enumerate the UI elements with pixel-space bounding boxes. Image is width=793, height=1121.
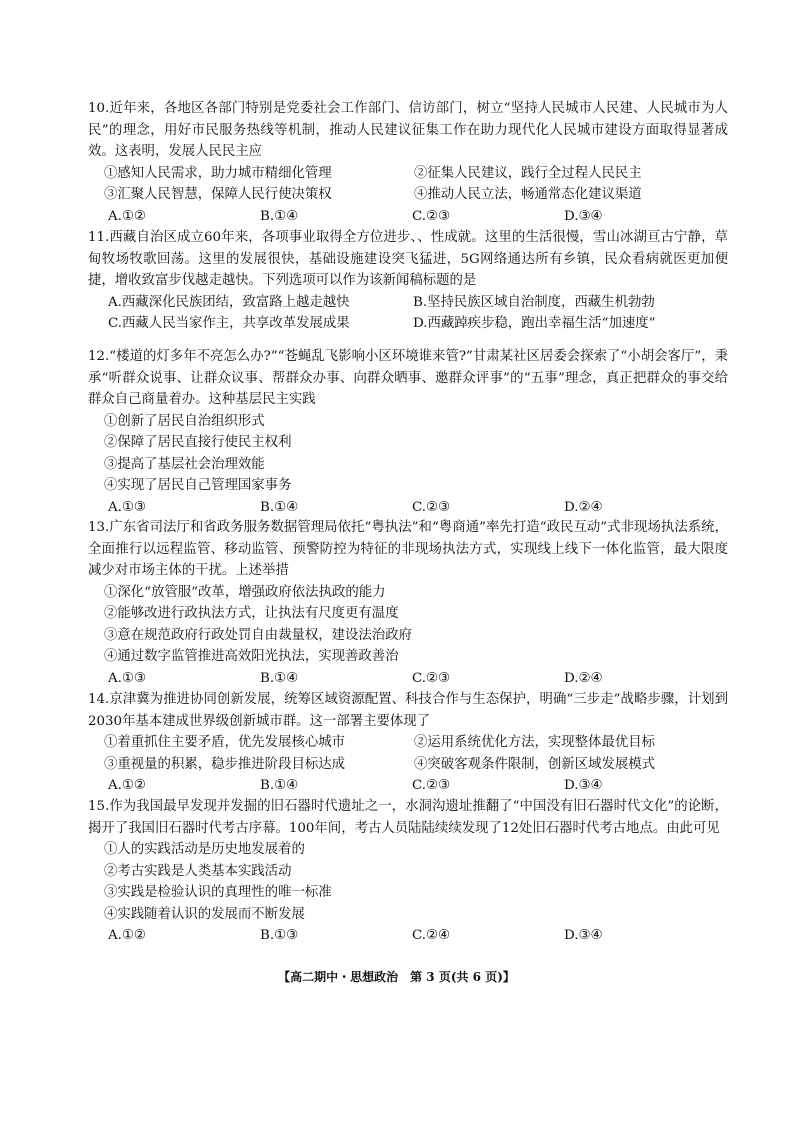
statement-1: ①创新了居民自治组织形式 (104, 413, 265, 429)
choice-c[interactable]: C.②③ (412, 499, 451, 515)
statement-2: ②能够改进行政执法方式，让执法有尺度更有温度 (104, 606, 399, 621)
choice-b[interactable]: B.坚持民族区域自治制度，西藏生机勃勃 (413, 294, 655, 310)
choice-c[interactable]: C.②③ (412, 208, 451, 224)
choice-a[interactable]: A.西藏深化民族团结，致富路上越走越快 (108, 294, 350, 310)
statement-2: ②运用系统优化方法，实现整体最优目标 (414, 735, 656, 750)
statement-3: ③意在规范政府行政处罚自由裁量权，建设法治政府 (104, 627, 412, 643)
choice-d[interactable]: D.西藏踔疾步稳，跑出幸福生活“加速度” (413, 316, 656, 331)
choice-c[interactable]: C.西藏人民当家作主，共享改革发展成果 (108, 316, 350, 331)
statement-4: ④推动人民立法，畅通常态化建议渠道 (414, 187, 642, 202)
statement-3: ③提高了基层社会治理效能 (104, 456, 265, 472)
statement-2: ②征集人民建议，践行全过程人民民主 (414, 165, 642, 181)
question-15 (88, 796, 728, 947)
choice-b[interactable]: B.①④ (260, 499, 299, 515)
choice-a[interactable]: A.①② (108, 208, 146, 224)
question-11 (88, 227, 728, 335)
question-stem: 10.近年来，各地区各部门特别是党委社会工作部门、信访部门，树立“坚持人民城市人民建、人民城市为人民”的理念，用好市民服务热线等机制，推动人民建议征集工作在助力现代化人民城市建设方面取得显著成效。这表明，发展人民民主应 (88, 101, 728, 159)
choice-d[interactable]: D.③④ (564, 778, 603, 793)
statement-1: ①感知人民需求，助力城市精细化管理 (104, 165, 332, 181)
statement-3: ③重视量的积累，稳步推进阶段目标达成 (104, 756, 346, 772)
statement-1: ①着重抓住主要矛盾，优先发展核心城市 (104, 735, 346, 750)
choice-d[interactable]: D.③④ (564, 208, 603, 224)
choice-a[interactable]: A.①② (108, 928, 146, 943)
answer-choices (108, 292, 728, 335)
question-13 (88, 517, 728, 689)
question-stem: 15.作为我国最早发现并发掘的旧石器时代遗址之一，水洞沟遗址推翻了“中国没有旧石器时代文化”的论断，揭开了我国旧石器时代考古序幕。100年间，考古人员陆陆续续发现了12处旧石器时代考古地点。由此可见 (88, 799, 728, 836)
choice-c[interactable]: C.②③ (412, 670, 451, 686)
statement-options (104, 411, 728, 497)
statement-2: ②考古实践是人类基本实践活动 (104, 863, 292, 879)
statement-4: ④通过数字监管推进高效阳光执法，实现善政善治 (104, 649, 399, 664)
statement-4: ④实践随着认识的发展而不断发展 (104, 906, 305, 922)
question-stem: 14.京津冀为推进协同创新发展，统筹区域资源配置、科技合作与生态保护，明确“三步走”战略步骤，计划到2030年基本建成世界级创新城市群。这一部署主要体现了 (88, 692, 728, 729)
choice-a[interactable]: A.①③ (108, 670, 146, 686)
answer-choices (108, 668, 728, 690)
answer-choices (108, 206, 728, 228)
statement-options (104, 839, 728, 925)
choice-b[interactable]: B.①④ (260, 670, 299, 686)
statement-options (104, 582, 728, 668)
answer-choices (108, 497, 728, 519)
statement-3: ③实践是检验认识的真理性的唯一标准 (104, 885, 332, 900)
statement-3: ③汇聚人民智慧，保障人民行使决策权 (104, 187, 332, 202)
page-footer: 【高二期中・思想政治 第 3 页(共 6 页)】 (278, 970, 515, 984)
choice-c[interactable]: C.②④ (412, 928, 451, 943)
choice-c[interactable]: C.②③ (412, 778, 451, 793)
choice-d[interactable]: D.②④ (564, 670, 603, 686)
statement-2: ②保障了居民直接行使民主权利 (104, 435, 292, 450)
choice-b[interactable]: B.①④ (260, 208, 299, 224)
choice-a[interactable]: A.①② (108, 778, 146, 793)
statement-options (104, 163, 728, 206)
statement-1: ①人的实践活动是历史地发展着的 (104, 842, 305, 857)
answer-choices (108, 925, 728, 947)
question-stem: 11.西藏自治区成立60年来，各项事业取得全方位进步、、性成就。这里的生活很慢，雪山冰湖亘古宁静，草甸牧场牧歌回荡。这里的发展很快，基础设施建设突飞猛进，5G网络通达所有乡镇，民众看病就医更加便捷，增收致富步伐越走越快。下列选项可以作为该新闻稿标题的是 (88, 230, 728, 288)
statement-options (104, 732, 728, 775)
statement-4: ④突破客观条件限制，创新区域发展模式 (414, 756, 656, 772)
choice-d[interactable]: D.③④ (564, 928, 603, 943)
statement-1: ①深化“放管服”改革，增强政府依法执政的能力 (104, 584, 386, 600)
statement-4: ④实现了居民自己管理国家事务 (104, 478, 292, 493)
question-10 (88, 98, 728, 227)
question-stem: 13.广东省司法厅和省政务服务数据管理局依托“粤执法”和“粤商通”率先打造“政民互动”式非现场执法系统，全面推行以远程监管、移动监管、预警防控为特征的非现场执法方式，实现线上线下一体化监管，最大限度减少对市场主体的干扰。上述举措 (88, 520, 728, 578)
choice-d[interactable]: D.②④ (564, 499, 603, 515)
question-stem: 12.“楼道的灯多年不亮怎么办?”“苍蝇乱飞影响小区环境谁来管?”甘肃某社区居委会探索了“小胡会客厅”，秉承“听群众说事、让群众议事、帮群众办事、向群众晒事、邀群众评事”的“五事”理念，真正把群众的事交给群众自己商量着办。这种基层民主实践 (88, 349, 728, 407)
choice-a[interactable]: A.①③ (108, 499, 146, 515)
question-14 (88, 689, 728, 797)
choice-b[interactable]: B.①③ (260, 928, 299, 943)
choice-b[interactable]: B.①④ (260, 778, 299, 793)
answer-choices (108, 775, 728, 797)
question-12 (88, 346, 728, 518)
